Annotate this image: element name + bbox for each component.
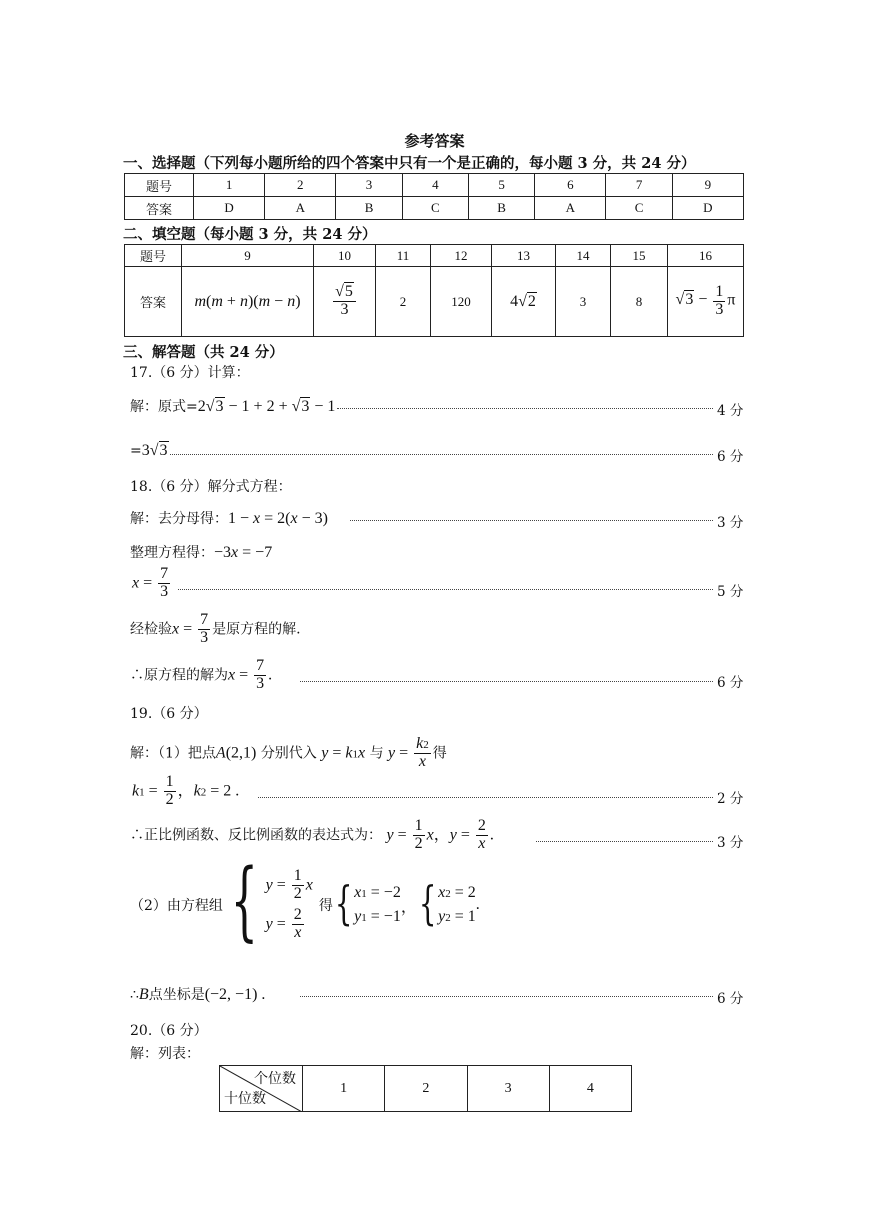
- table-cell: 2: [385, 1066, 467, 1112]
- answer-16: √3 − $\frac{1}{3}$ π: [668, 267, 744, 337]
- q18-line4-prefix: 经检验: [130, 621, 172, 638]
- digit-table: [219, 1065, 632, 1112]
- q19-line5-mid: 点坐标是: [148, 987, 205, 1003]
- q18-line5: ∴原方程的解为x = $\frac{7}{3}$ .: [130, 657, 273, 692]
- table-cell: 15: [611, 245, 668, 267]
- row-label-question: 题号: [125, 245, 182, 267]
- dotted-leader: [350, 520, 713, 521]
- q18-score3: 6 分: [717, 675, 744, 691]
- q17-line2: =3√3: [130, 442, 168, 459]
- dotted-leader: [300, 681, 713, 682]
- table-cell: 10: [314, 245, 376, 267]
- table-cell: 11: [376, 245, 431, 267]
- q19-score3: 6 分: [717, 991, 744, 1007]
- table-cell: 3: [467, 1066, 549, 1112]
- q19-line1-c: 与: [369, 745, 384, 762]
- q18-score1: 3 分: [717, 515, 744, 531]
- table-cell: 3: [336, 174, 402, 197]
- fill-answer-table: [124, 244, 744, 337]
- row-label-question: 题号: [125, 174, 194, 197]
- q19-line1: 解：（1）把点A(2,1) 分别代入 y = k1x 与 y = $\frac{k2}{x}$ 得: [130, 735, 447, 770]
- answer-13: 4√2: [492, 267, 556, 337]
- table-cell: 12: [431, 245, 492, 267]
- table-cell: 9: [672, 174, 743, 197]
- table-cell: 120: [431, 267, 492, 337]
- q18-line1: 解：去分母得：1 − x = 2(x − 3): [130, 510, 328, 527]
- row-label-answer: 答案: [125, 197, 194, 220]
- table-cell: 1: [303, 1066, 385, 1112]
- table-cell: D: [194, 197, 265, 220]
- q17-line1: 解：原式=2√3 − 1 + 2 + √3 − 1: [130, 398, 336, 415]
- q19-line4-mid: 得: [318, 898, 333, 914]
- table-cell: A: [265, 197, 336, 220]
- q19-score2: 3 分: [717, 835, 744, 851]
- dotted-leader: [337, 408, 713, 409]
- table-cell: 4: [549, 1066, 631, 1112]
- q19-line5-prefix: ∴: [130, 987, 139, 1003]
- table-cell: 2: [265, 174, 336, 197]
- choice-answer-table: [124, 173, 744, 220]
- table-cell: B: [336, 197, 402, 220]
- q19-head: 19.（6 分）: [130, 706, 208, 722]
- dotted-leader: [300, 996, 713, 997]
- q18-head: 18.（6 分）解分式方程：: [130, 479, 292, 495]
- table-cell: 14: [556, 245, 611, 267]
- section1-heading: 一、选择题（下列每小题所给的四个答案中只有一个是正确的，每小题 3 分，共 24 分）: [123, 155, 696, 172]
- table-cell: 7: [606, 174, 672, 197]
- header-bottom-label: 十位数: [224, 1091, 266, 1107]
- answer-9: m(m + n)(m − n): [182, 267, 314, 337]
- q18-line4: 经检验x = $\frac{7}{3}$ 是原方程的解.: [130, 611, 301, 646]
- table-cell: 4: [402, 174, 468, 197]
- diagonal-header-cell: [220, 1066, 303, 1112]
- q17-line1-prefix: 解：原式=: [130, 399, 198, 415]
- q19-line5: ∴B点坐标是(−2, −1) .: [130, 986, 266, 1003]
- q18-line3: x = $\frac{7}{3}$: [132, 565, 169, 600]
- table-cell: 1: [194, 174, 265, 197]
- q17-score2: 6 分: [717, 449, 744, 465]
- q17-line2-prefix: =: [130, 443, 142, 459]
- table-cell: 16: [668, 245, 744, 267]
- q18-line1-prefix: 解：去分母得：: [130, 511, 228, 527]
- table-cell: 3: [556, 267, 611, 337]
- q18-line2-prefix: 整理方程得：: [130, 545, 214, 561]
- dotted-leader: [258, 797, 713, 798]
- table-cell: C: [606, 197, 672, 220]
- q19-line3: ∴正比例函数、反比例函数的表达式为： y = $\frac{1}{2}$ x，y = $\frac{2}{x}$ .: [130, 817, 494, 852]
- table-cell: A: [535, 197, 606, 220]
- table-cell: 8: [611, 267, 668, 337]
- q17-score1: 4 分: [717, 403, 744, 419]
- q19-line4: （2）由方程组 { y = $\frac{1}{2}$ x y = $\frac{2}{x}$ 得 { x1 = −2 y1 = −1 ， { x2 = 2 y2 = 1 .: [130, 851, 480, 951]
- header-top-label: 个位数: [254, 1071, 296, 1087]
- q19-line2: k1 = $\frac{1}{2}$ ，k2 = 2 .: [132, 773, 240, 808]
- dotted-leader: [178, 589, 713, 590]
- q19-line3-prefix: ∴正比例函数、反比例函数的表达式为：: [130, 827, 382, 844]
- q20-head: 20.（6 分）: [130, 1023, 208, 1039]
- q19-line1-a: 解：（1）把点: [130, 745, 216, 762]
- q18-line4-suffix: 是原方程的解.: [212, 621, 301, 638]
- table-cell: 6: [535, 174, 606, 197]
- table-cell: 2: [376, 267, 431, 337]
- section2-heading: 二、填空题（每小题 3 分，共 24 分）: [123, 226, 377, 243]
- dotted-leader: [536, 841, 713, 842]
- table-cell: D: [672, 197, 743, 220]
- row-label-answer: 答案: [125, 267, 182, 337]
- table-cell: 13: [492, 245, 556, 267]
- table-cell: B: [468, 197, 534, 220]
- q20-line1: 解：列表：: [130, 1046, 200, 1062]
- q18-score2: 5 分: [717, 584, 744, 600]
- q19-score1: 2 分: [717, 791, 744, 807]
- table-cell: 9: [182, 245, 314, 267]
- q18-line5-prefix: ∴原方程的解为: [130, 667, 228, 684]
- answer-10: $\frac{√5}{3}$: [314, 267, 376, 337]
- dotted-leader: [170, 454, 713, 455]
- table-cell: 5: [468, 174, 534, 197]
- q19-line1-b: 分别代入: [260, 745, 317, 762]
- section3-heading: 三、解答题（共 24 分）: [123, 344, 284, 361]
- q19-line4-prefix: （2）由方程组: [130, 898, 223, 914]
- page-title: 参考答案: [404, 132, 465, 150]
- q17-head: 17.（6 分）计算：: [130, 365, 250, 381]
- q18-line2: 整理方程得：−3x = −7: [130, 544, 273, 561]
- table-cell: C: [402, 197, 468, 220]
- q19-line1-d: 得: [432, 745, 447, 762]
